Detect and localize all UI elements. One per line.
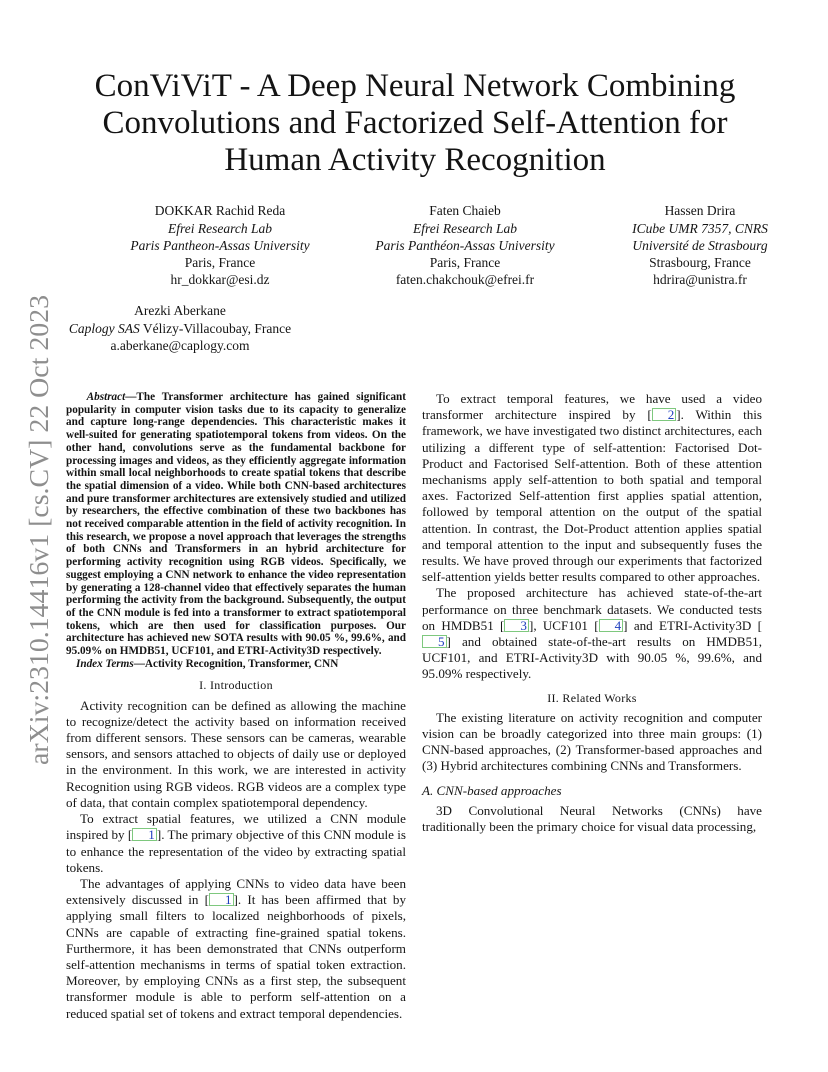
author-affiliation-place: Vélizy-Villacoubay, France bbox=[139, 321, 292, 336]
paragraph-text: The proposed architecture has achieved state-of-the-art performance on three benchmark datasets. We conducted tests on HMDB51 bbox=[422, 585, 762, 633]
author-block bbox=[60, 302, 300, 354]
paragraph-text: To extract temporal features, we have used a video transformer architecture inspired by bbox=[422, 391, 762, 423]
paragraph: The proposed architecture has achieved state-of-the-art performance on three benchmark datasets. We conducted tests on HMDB51 [ 3 ], UCF101 [ 4 ] and ETRI-Activity3D [5 ] and obtained state-of-the-art results on HMDB51, UCF101, and ETRI-Activity3D with 90.05 %, 99.6%, and 95.09% respectively. bbox=[422, 585, 763, 682]
subsection-heading: A. CNN-based approaches bbox=[422, 782, 562, 798]
left-column bbox=[66, 391, 406, 1022]
citation-link[interactable]: 1 bbox=[209, 893, 234, 906]
author-location: Paris, France bbox=[429, 255, 501, 270]
paragraph: The advantages of applying CNNs to video data have been extensively discussed in [ 1 ]. It has been affirmed that by applying small filters to localized neighborhoods of pixels, CNNs are capable of extracting fine-grained spatial tokens. Furthermore, it has been demonstrated that CNNs outperform self-attention mechanisms in terms of spatial token extraction. Moreover, by employing CNNs as a first step, the subsequent transformer module is able to perform self-attention on a reduced spatial set of tokens and extract temporal dependencies. bbox=[66, 875, 407, 1021]
author-name: Hassen Drira bbox=[664, 203, 736, 218]
author-email: a.aberkane@caplogy.com bbox=[110, 338, 250, 353]
author-affiliation: Paris Panthéon-Assas University bbox=[375, 238, 555, 253]
abstract bbox=[66, 391, 406, 658]
paragraph: 3D Convolutional Neural Networks (CNNs) have traditionally been the primary choice for visual data processing, bbox=[422, 802, 762, 835]
paragraph-text: , UCF101 bbox=[533, 617, 595, 633]
paragraph-text: . Within this framework, we have investigated two distinct architectures, each utilizing a different type of self-attention: Factorised Dot-Product and Factorised Self-attention. Both of these attention mechanisms apply self-attention to both spatial and temporal axes. Factorized Self-attention first applies spatial attention, followed by temporal attention on the output of the spatial attention. In contrast, the Dot-Product attention applies spatial and temporal attention to the input and subsequently fuses the results. We have proved through our experiments that factorized self-attention yields better results compared to other approaches. bbox=[422, 407, 763, 585]
section-heading: II. Related Works bbox=[547, 690, 637, 705]
author-affiliation: Efrei Research Lab bbox=[413, 221, 517, 236]
index-terms-text: —Activity Recognition, Transformer, CNN bbox=[133, 657, 339, 670]
paragraph: To extract spatial features, we utilized a CNN module inspired by [ 1 ]. The primary objective of this CNN module is to enhance the representation of the video by extracting spatial tokens. bbox=[66, 811, 407, 875]
citation-link[interactable]: 1 bbox=[132, 828, 157, 841]
paragraph-text: . It has been affirmed that by applying small filters to localized neighborhoods of pixels, CNNs are capable of extracting fine-grained spatial tokens. Furthermore, it has been demonstrated that CNNs outperform self-attention mechanisms in terms of spatial token extraction. Moreover, by employing CNNs as a first step, the subsequent transformer module is able to perform self-attention on a reduced spatial set of tokens and extract temporal dependencies. bbox=[66, 892, 407, 1021]
title-line: Human Activity Recognition bbox=[224, 142, 606, 178]
author-email: hdrira@unistra.fr bbox=[653, 272, 747, 287]
author-block bbox=[365, 202, 565, 288]
author-name: Faten Chaieb bbox=[429, 203, 501, 218]
paragraph: Activity recognition can be defined as allowing the machine to recognize/detect the activity based on information received from different sensors. These sensors can be cameras, wearable sensors, and sensors attached to objects of daily use or deployed in the environment. In this work, we are interested in activity Recognition using RGB videos. RGB videos are a complex type of data, that contain complex spatiotemporal dependency. bbox=[66, 697, 406, 810]
abstract-text: —The Transformer architecture has gained significant popularity in computer vision tasks due to its capacity to generalize and capture long-range dependencies. This characteristic makes it well-suited for generating spatiotemporal tokens from videos. On the other hand, convolutions serve as the fundamental backbone for processing images and videos, as they efficiently aggregate information within small local neighborhoods to create spatial tokens that describe the spatial dimension of a video. While both CNN-based architectures and pure transformer architectures are extensively studied and utilized by researchers, the effective combination of these two backbones has not received comparable attention in the field of activity recognition. In this research, we propose a novel approach that leverages the strengths of both CNNs and Transformers in an hybrid architecture for performing activity recognition using RGB videos. Specifically, we suggest employing a CNN network to enhance the video representation by generating a 128-channel video that effectively separates the human performing the activity from the background. Subsequently, the output of the CNN module is fed into a transformer to extract spatiotemporal tokens, which are then used for classification purposes. Our architecture has achieved new SOTA results with 90.05 %, 99.6%, and 95.09% on HMDB51, UCF101, and ETRI-Activity3D respectively. bbox=[66, 391, 406, 658]
abstract-label: Abstract bbox=[86, 391, 126, 403]
paper-title bbox=[70, 68, 760, 179]
author-block bbox=[110, 202, 330, 288]
author-location: Paris, France bbox=[184, 255, 256, 270]
paragraph-text: To extract spatial features, we utilized a CNN module inspired by bbox=[66, 811, 406, 843]
author-name: DOKKAR Rachid Reda bbox=[154, 203, 286, 218]
author-affiliation-org: Caplogy SAS bbox=[68, 321, 140, 336]
title-line: Convolutions and Factorized Self-Attention for bbox=[102, 105, 728, 141]
author-location: Strasbourg, France bbox=[649, 255, 751, 270]
paragraph: The existing literature on activity recognition and computer vision can be broadly categorized into three main groups: (1) CNN-based approaches, (2) Transformer-based approaches and (3) Hybrid architectures combining CNNs and Transformers. bbox=[422, 709, 762, 774]
author-name: Arezki Aberkane bbox=[134, 303, 226, 318]
section-heading: I. Introduction bbox=[199, 678, 273, 693]
right-column bbox=[422, 391, 762, 835]
author-email: faten.chakchouk@efrei.fr bbox=[395, 272, 535, 287]
author-email: hr_dokkar@esi.dz bbox=[170, 272, 270, 287]
paragraph: To extract temporal features, we have used a video transformer architecture inspired by [ 2 ]. Within this framework, we have investigated two distinct architectures, each utilizing a different type of self-attention: Factorised Dot-Product and Factorised Self-attention. Both of these attention mechanisms apply self-attention to both spatial and temporal axes. Factorized Self-attention first applies spatial attention, followed by temporal attention on the output of the spatial attention. In contrast, the Dot-Product attention applies spatial and temporal attention to the input and subsequently fuses the results. We have proved through our experiments that factorized self-attention yields better results compared to other approaches. bbox=[422, 391, 763, 585]
author-affiliation: ICube UMR 7357, CNRS bbox=[632, 221, 768, 236]
author-affiliation: Efrei Research Lab bbox=[168, 221, 272, 236]
author-affiliation: Paris Pantheon-Assas University bbox=[130, 238, 310, 253]
paragraph-text: and obtained state-of-the-art results on HMDB51, UCF101, and ETRI-Activity3D with 90.05 %, 99.6%, and 95.09% respectively. bbox=[422, 634, 762, 682]
paragraph-text: and ETRI-Activity3D bbox=[627, 617, 758, 633]
index-terms bbox=[66, 658, 406, 671]
paragraph-text: The advantages of applying CNNs to video data have been extensively discussed in bbox=[66, 875, 406, 908]
citation-link[interactable]: 4 bbox=[599, 619, 624, 632]
citation-link[interactable]: 5 bbox=[422, 635, 447, 648]
author-affiliation bbox=[60, 320, 300, 337]
index-terms-label: Index Terms bbox=[76, 657, 134, 670]
paragraph-text: . The primary objective of this CNN module is to enhance the representation of the video by extracting spatial tokens. bbox=[66, 827, 407, 875]
author-affiliation: Université de Strasbourg bbox=[632, 238, 768, 253]
citation-link[interactable]: 3 bbox=[504, 619, 529, 632]
author-block bbox=[600, 202, 800, 288]
arxiv-identifier bbox=[2, 290, 66, 765]
citation-link[interactable]: 2 bbox=[652, 408, 677, 421]
arxiv-id-text: arXiv:2310.14416v1 [cs.CV] 22 Oct 2023 bbox=[24, 309, 54, 765]
title-line: ConViViT - A Deep Neural Network Combining bbox=[94, 68, 736, 104]
